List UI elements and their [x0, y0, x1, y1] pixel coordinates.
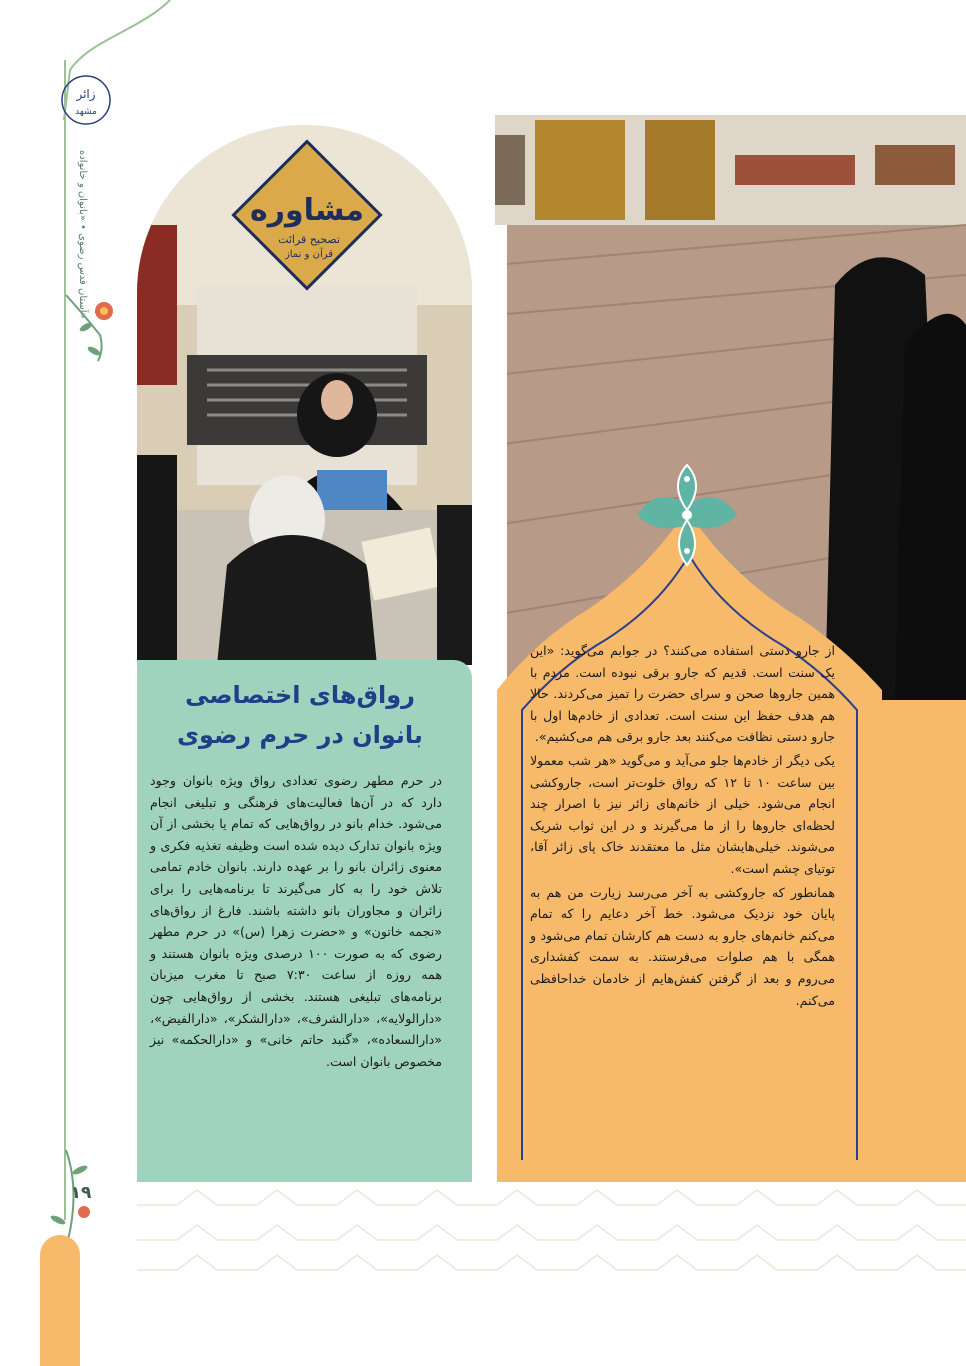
page-number: ۱۹: [70, 1183, 92, 1203]
paragraph: همانطور که جاروکشی به آخر می‌رسد زیارت من هم به پایان خود نزدیک می‌شود. خط آخر دعایم را که تمام می‌کنم خانم‌های جارو به دست هم کارشان تمام می‌شود و همگی با هم صلوات می‌فرستند. به سمت کفشداری می‌روم و بعد از گرفتن کفش‌هایم از خادمان خداحافظی می‌کنم.: [530, 884, 835, 1008]
sign-subtitle: تصحیح قرائت: [278, 233, 340, 246]
magazine-section-title: آستان قدس رضوی • «بانوان و خانواده»: [77, 150, 88, 319]
arch-body-text: [530, 640, 835, 1013]
svg-text:مشهد: مشهد: [75, 107, 97, 117]
orange-side-block: [882, 700, 966, 1182]
flower-ornament-icon: [64, 285, 114, 365]
svg-text:زائر: زائر: [76, 87, 96, 101]
page-tab: [40, 1235, 80, 1366]
section-heading: [150, 675, 450, 755]
paragraph: یکی دیگر از خادم‌ها جلو می‌آید و می‌گوید «هر شب معمولا بین ساعت ۱۰ تا ۱۲ که رواق خلوت‌تر است، جاروکشی انجام می‌شود. خیلی از خانم‌های زائر نیز با اصرار چند لحظه‌ای جاروها را از ما می‌گیرند و در این ثواب شریک می‌شوند. خیلی‌هایشان مثل ما معتقدند خاک پای زائر آقا، توتیای چشم است».: [530, 752, 835, 876]
photo-consultation-desk: [137, 125, 472, 665]
geometric-pattern: [137, 1185, 966, 1275]
heading-line: بانوان در حرم رضوی: [177, 721, 423, 749]
panel-body-text: در حرم مطهر رضوی تعدادی رواق ویژه بانوان وجود دارد که در آن‌ها فعالیت‌های فرهنگی و تبلیغی انجام می‌شود. خدام بانو در رواق‌هایی که تمام یا بخشی از آن ویژه بانوان تدارک دیده شده است وظیفه تغذیه فکری و معنوی زائران بانو را بر عهده دارند. بانوان خادم تمامی تلاش خود را به کار می‌گیرند تا برنامه‌هایی را برای زائران و مجاوران بانو داشته باشند. فارغ از رواق‌های «نجمه خاتون» و «حضرت زهرا (س)» در حرم مطهر رضوی که به صورت ۱۰۰ درصدی ویژه بانوان هستند و همه روزه از ساعت ۷:۳۰ صبح تا مغرب میزبان برنامه‌های تبلیغی هستند. بخشی از رواق‌هایی چون «دارالولایه»، «دارالشرف»، «دارالشکر»، «دارالفیض»، «دارالسعاده»، «گنبد حاتم خانی» و «دارالحکمه» نیز مخصوص بانوان است.: [150, 773, 442, 1069]
sign-title: مشاوره: [250, 193, 364, 228]
paragraph: از جارو دستی استفاده می‌کنند؟ در جوابم می‌گوید: «این یک سنت است. قدیم که جارو برقی نبوده است. مردم با همین جاروها صحن و سرای حضرت را تمیز می‌کردند. حالا هم هدف حفظ این سنت است. تعدادی از خادم‌ها اول با جارو دستی نظافت می‌کنند بعد جارو برقی هم می‌کشیم».: [530, 643, 835, 745]
sign-subtitle: قرآن و نماز: [284, 249, 334, 260]
heading-line: رواق‌های اختصاصی: [185, 681, 415, 709]
magazine-logo: [56, 70, 116, 140]
